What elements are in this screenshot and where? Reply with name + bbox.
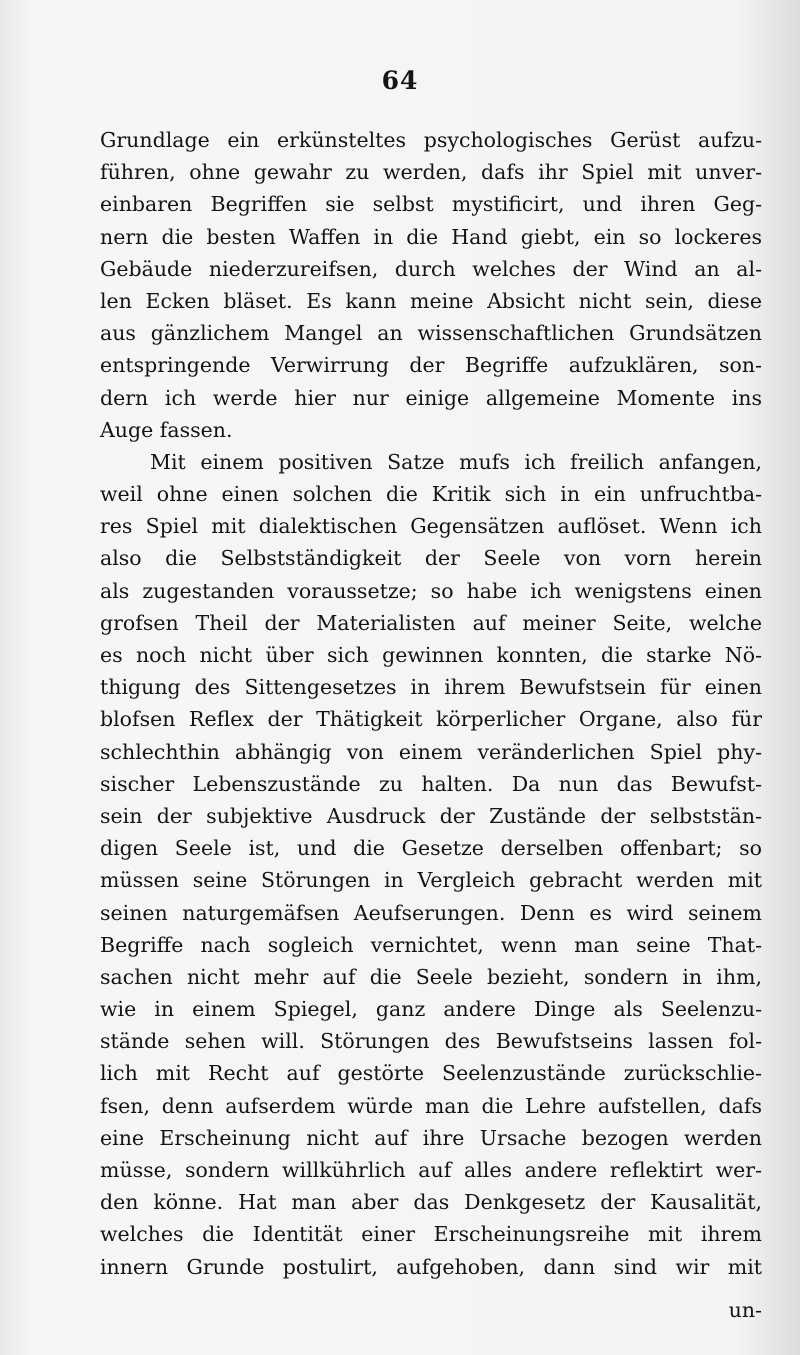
text-line: grofsen Theil der Materialisten auf meiner Seite, welche	[100, 610, 762, 635]
body-text	[100, 124, 762, 1283]
catchword: un-	[728, 1298, 762, 1322]
text-line: wie in einem Spiegel, ganz andere Dinge als Seelenzu-	[100, 997, 762, 1022]
text-line: als zugestanden voraussetze; so habe ich wenigstens einen	[100, 578, 762, 603]
text-line: einbaren Begriffen sie selbst mystificirt, und ihren Geg-	[100, 192, 762, 217]
text-line: führen, ohne gewahr zu werden, dafs ihr Spiel mit unver-	[100, 160, 762, 185]
text-line: lich mit Recht auf gestörte Seelenzustände zurückschlie-	[100, 1061, 762, 1086]
text-line: eine Erscheinung nicht auf ihre Ursache bezogen werden	[100, 1125, 762, 1150]
text-line: digen Seele ist, und die Gesetze derselben offenbart; so	[100, 836, 762, 861]
text-line: aus gänzlichem Mangel an wissenschaftlichen Grundsätzen	[100, 321, 762, 346]
text-line: müsse, sondern willkührlich auf alles andere reflektirt wer-	[100, 1158, 762, 1182]
text-line: Auge fassen.	[100, 417, 233, 442]
text-line: nern die besten Waffen in die Hand giebt, ein so lockeres	[100, 224, 762, 249]
text-line: Mit einem positiven Satze mufs ich freilich anfangen,	[150, 449, 762, 474]
text-line: blofsen Reflex der Thätigkeit körperlicher Organe, also für	[100, 707, 762, 732]
text-line: schlechthin abhängig von einem veränderlichen Spiel phy-	[100, 739, 762, 764]
text-line: res Spiel mit dialektischen Gegensätzen auflöset. Wenn ich	[100, 514, 762, 539]
text-line: sischer Lebenszustände zu halten. Da nun das Bewufst-	[100, 771, 762, 796]
text-line: den könne. Hat man aber das Denkgesetz der Kausalität,	[100, 1190, 762, 1215]
text-line: es noch nicht über sich gewinnen konnten, die starke Nö-	[100, 643, 762, 667]
text-line: len Ecken bläset. Es kann meine Absicht nicht sein, diese	[100, 288, 762, 313]
text-line: welches die Identität einer Erscheinungsreihe mit ihrem	[100, 1222, 762, 1247]
text-line: stände sehen will. Störungen des Bewufstseins lassen fol-	[100, 1029, 762, 1054]
text-line: entspringende Verwirrung der Begriffe aufzuklären, son-	[100, 353, 762, 378]
text-line: sein der subjektive Ausdruck der Zustände der selbststän-	[100, 803, 762, 828]
text-line: dern ich werde hier nur einige allgemeine Momente ins	[100, 385, 762, 410]
text-line: weil ohne einen solchen die Kritik sich in ein unfruchtba-	[100, 482, 762, 507]
text-line: also die Selbstständigkeit der Seele von vorn herein	[100, 546, 762, 571]
text-line: innern Grunde postulirt, aufgehoben, dann sind wir mit	[100, 1254, 762, 1279]
text-line: sachen nicht mehr auf die Seele bezieht, sondern in ihm,	[100, 964, 762, 989]
page-number: 64	[381, 66, 419, 95]
text-line: Grundlage ein erkünsteltes psychologisches Gerüst aufzu-	[100, 128, 762, 152]
text-line: fsen, denn aufserdem würde man die Lehre aufstellen, dafs	[100, 1093, 762, 1118]
text-line: Begriffe nach sogleich vernichtet, wenn man seine That-	[100, 932, 762, 957]
text-line: seinen naturgemäfsen Aeufserungen. Denn es wird seinem	[100, 900, 762, 925]
text-line: thigung des Sittengesetzes in ihrem Bewufstsein für einen	[100, 675, 762, 700]
text-line: Gebäude niederzureifsen, durch welches der Wind an al-	[100, 256, 762, 281]
text-line: müssen seine Störungen in Vergleich gebracht werden mit	[100, 868, 762, 893]
